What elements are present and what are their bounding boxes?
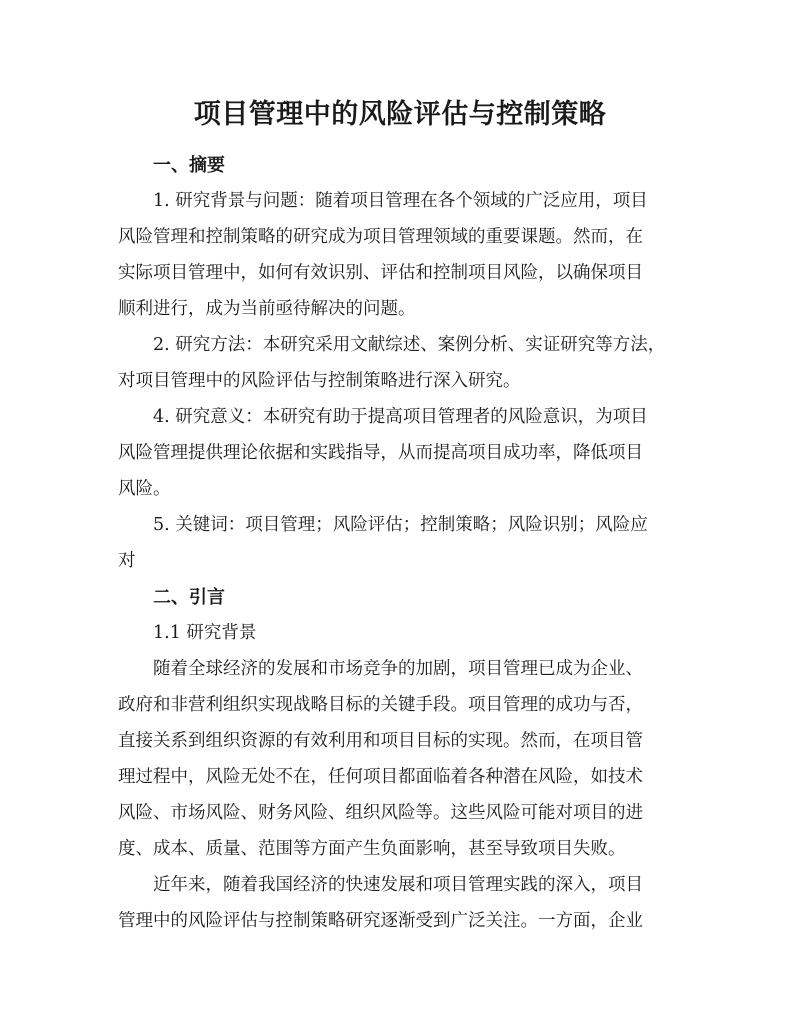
section-heading-intro: 二、引言 bbox=[153, 587, 225, 608]
abstract-p3-line-2: 风险管理提供理论依据和实践指导，从而提高项目成功率，降低项目 bbox=[118, 443, 643, 463]
background-p1-line-6: 度、成本、质量、范围等方面产生负面影响，甚至导致项目失败。 bbox=[118, 839, 626, 859]
abstract-p1-line-2: 风险管理和控制策略的研究成为项目管理领域的重要课题。然而，在 bbox=[118, 227, 643, 247]
background-p1-line-3: 直接关系到组织资源的有效利用和项目目标的实现。然而，在项目管 bbox=[118, 731, 643, 751]
document-title: 项目管理中的风险评估与控制策略 bbox=[193, 99, 607, 130]
background-p1-line-2: 政府和非营利组织实现战略目标的关键手段。项目管理的成功与否， bbox=[118, 695, 643, 715]
abstract-p4-line-1: 5. 关键词：项目管理；风险评估；控制策略；风险识别；风险应 bbox=[153, 515, 648, 535]
subsection-heading-background: 1.1 研究背景 bbox=[153, 623, 257, 643]
background-p1-line-5: 风险、市场风险、财务风险、组织风险等。这些风险可能对项目的进 bbox=[118, 803, 643, 823]
abstract-p1-line-4: 顺利进行，成为当前亟待解决的问题。 bbox=[118, 299, 416, 319]
section-heading-abstract: 一、摘要 bbox=[153, 155, 225, 176]
abstract-p1-line-1: 1. 研究背景与问题：随着项目管理在各个领域的广泛应用，项目 bbox=[153, 191, 648, 211]
background-p1-line-1: 随着全球经济的发展和市场竞争的加剧，项目管理已成为企业、 bbox=[153, 659, 643, 679]
abstract-p1-line-3: 实际项目管理中，如何有效识别、评估和控制项目风险，以确保项目 bbox=[118, 263, 643, 283]
abstract-p3-line-3: 风险。 bbox=[118, 479, 171, 499]
abstract-p3-line-1: 4. 研究意义：本研究有助于提高项目管理者的风险意识，为项目 bbox=[153, 407, 648, 427]
abstract-p4-line-2: 对 bbox=[118, 551, 136, 571]
abstract-p2-line-2: 对项目管理中的风险评估与控制策略进行深入研究。 bbox=[118, 371, 521, 391]
background-p2-line-1: 近年来，随着我国经济的快速发展和项目管理实践的深入，项目 bbox=[153, 875, 643, 895]
background-p1-line-4: 理过程中，风险无处不在，任何项目都面临着各种潜在风险，如技术 bbox=[118, 767, 643, 787]
abstract-p2-line-1: 2. 研究方法：本研究采用文献综述、案例分析、实证研究等方法， bbox=[153, 335, 666, 355]
background-p2-line-2: 管理中的风险评估与控制策略研究逐渐受到广泛关注。一方面，企业 bbox=[118, 911, 643, 931]
